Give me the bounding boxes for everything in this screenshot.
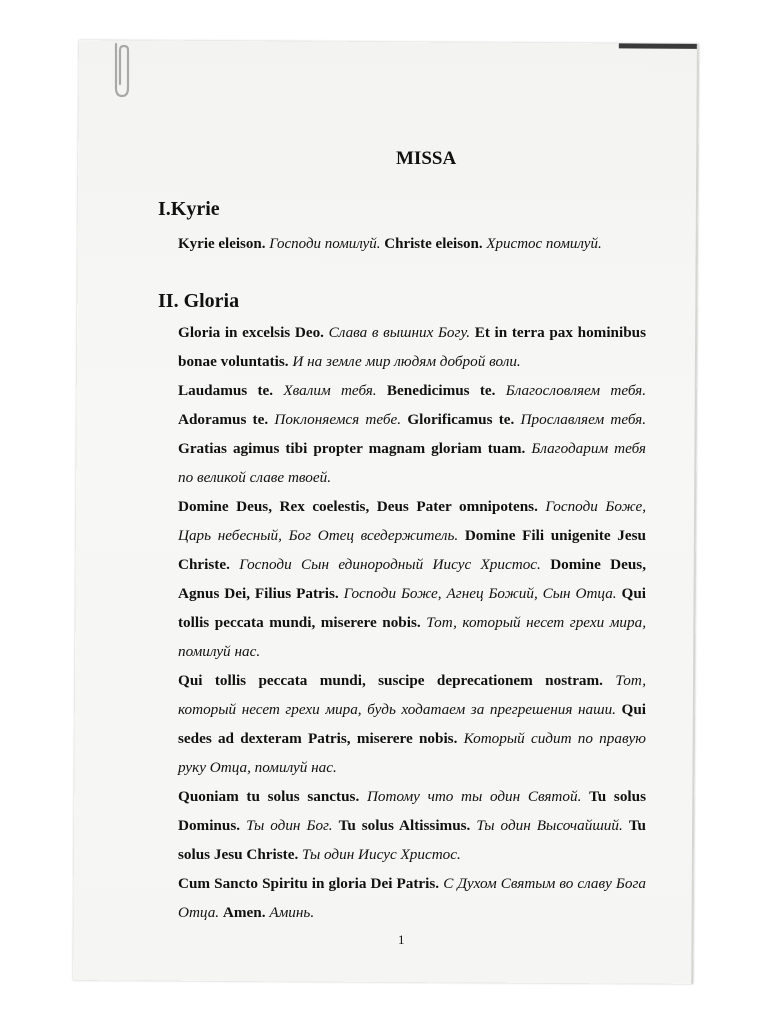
latin-text: Qui tollis peccata mundi, miserere nobis.: [178, 585, 646, 631]
gloria-text: [178, 318, 646, 927]
russian-translation: Благодарим тебя по великой славе твоей.: [178, 440, 646, 486]
russian-translation: Хвалим тебя.: [283, 382, 377, 399]
russian-translation: Ты один Высочайший.: [476, 817, 623, 834]
latin-text: Gratias agimus tibi propter magnam gloriam tuam.: [178, 440, 526, 457]
latin-text: Et in terra pax hominibus bonae voluntatis.: [178, 324, 647, 370]
latin-text: Benedicimus te.: [386, 382, 496, 399]
latin-text: Gloria in excelsis Deo.: [178, 324, 324, 341]
latin-text: Quoniam tu solus sanctus.: [178, 788, 360, 805]
russian-translation: Слава в вышних Богу.: [328, 324, 471, 341]
latin-text: Glorificamus te.: [407, 411, 515, 428]
russian-translation: Ты один Иисус Христос.: [302, 846, 461, 863]
gloria-paragraph: [178, 869, 646, 927]
latin-text: Domine Deus, Rex coelestis, Deus Pater omnipotens.: [178, 498, 538, 515]
gloria-paragraph: [178, 666, 646, 782]
latin-text: Adoramus te.: [178, 411, 269, 428]
latin-text: Qui tollis peccata mundi, suscipe deprecationem nostram.: [178, 672, 603, 689]
russian-translation: Прославляем тебя.: [520, 411, 647, 428]
kyrie-latin-1: Kyrie eleison.: [178, 236, 266, 252]
russian-translation: Аминь.: [269, 904, 315, 921]
latin-text: Tu solus Dominus.: [178, 788, 646, 834]
gloria-heading: II. Gloria: [158, 290, 240, 312]
page-top-edge-shadow: [619, 43, 697, 48]
gloria-paragraph: [178, 782, 646, 869]
paper-clip-icon: [110, 40, 132, 100]
kyrie-text: [178, 236, 602, 253]
kyrie-heading: I.Kyrie: [158, 198, 220, 220]
latin-text: Cum Sancto Spiritu in gloria Dei Patris.: [178, 875, 440, 892]
latin-text: Laudamus te.: [178, 382, 274, 399]
russian-translation: Господи Сын единородный Иисус Христос.: [239, 556, 541, 573]
russian-translation: С Духом Святым во славу Бога Отца.: [178, 875, 647, 921]
russian-translation: Ты один Бог.: [246, 817, 333, 834]
latin-text: Amen.: [222, 904, 266, 921]
gloria-paragraph: [178, 376, 646, 492]
latin-text: Qui sedes ad dexteram Patris, miserere nobis.: [178, 701, 646, 747]
russian-translation: И на земле мир людям доброй воли.: [292, 353, 521, 370]
kyrie-latin-2: Christe eleison.: [384, 236, 483, 252]
russian-translation: Тот, который несет грехи мира, помилуй нас.: [178, 614, 646, 660]
russian-translation: Потому что ты один Святой.: [366, 788, 582, 805]
kyrie-russian-1: Господи помилуй.: [269, 236, 381, 252]
latin-text: Domine Fili unigenite Jesu Christe.: [178, 527, 646, 573]
russian-translation: Благословляем тебя.: [505, 382, 647, 399]
document-title: MISSA: [396, 148, 457, 169]
russian-translation: Поклоняемся тебе.: [274, 411, 402, 428]
russian-translation: Господи Боже, Царь небесный, Бог Отец вседержитель.: [178, 498, 647, 544]
gloria-paragraph: [178, 492, 646, 666]
russian-translation: Тот, который несет грехи мира, будь ходатаем за прегрешения наши.: [178, 672, 647, 718]
latin-text: Domine Deus, Agnus Dei, Filius Patris.: [178, 556, 647, 602]
gloria-paragraph: [178, 318, 646, 376]
page-number: 1: [398, 932, 405, 947]
latin-text: Tu solus Altissimus.: [338, 817, 471, 834]
russian-translation: Который сидит по правую руку Отца, помилуй нас.: [178, 730, 646, 776]
kyrie-russian-2: Христос помилуй.: [486, 236, 602, 252]
latin-text: Tu solus Jesu Christe.: [178, 817, 646, 863]
russian-translation: Господи Боже, Агнец Божий, Сын Отца.: [343, 585, 617, 602]
